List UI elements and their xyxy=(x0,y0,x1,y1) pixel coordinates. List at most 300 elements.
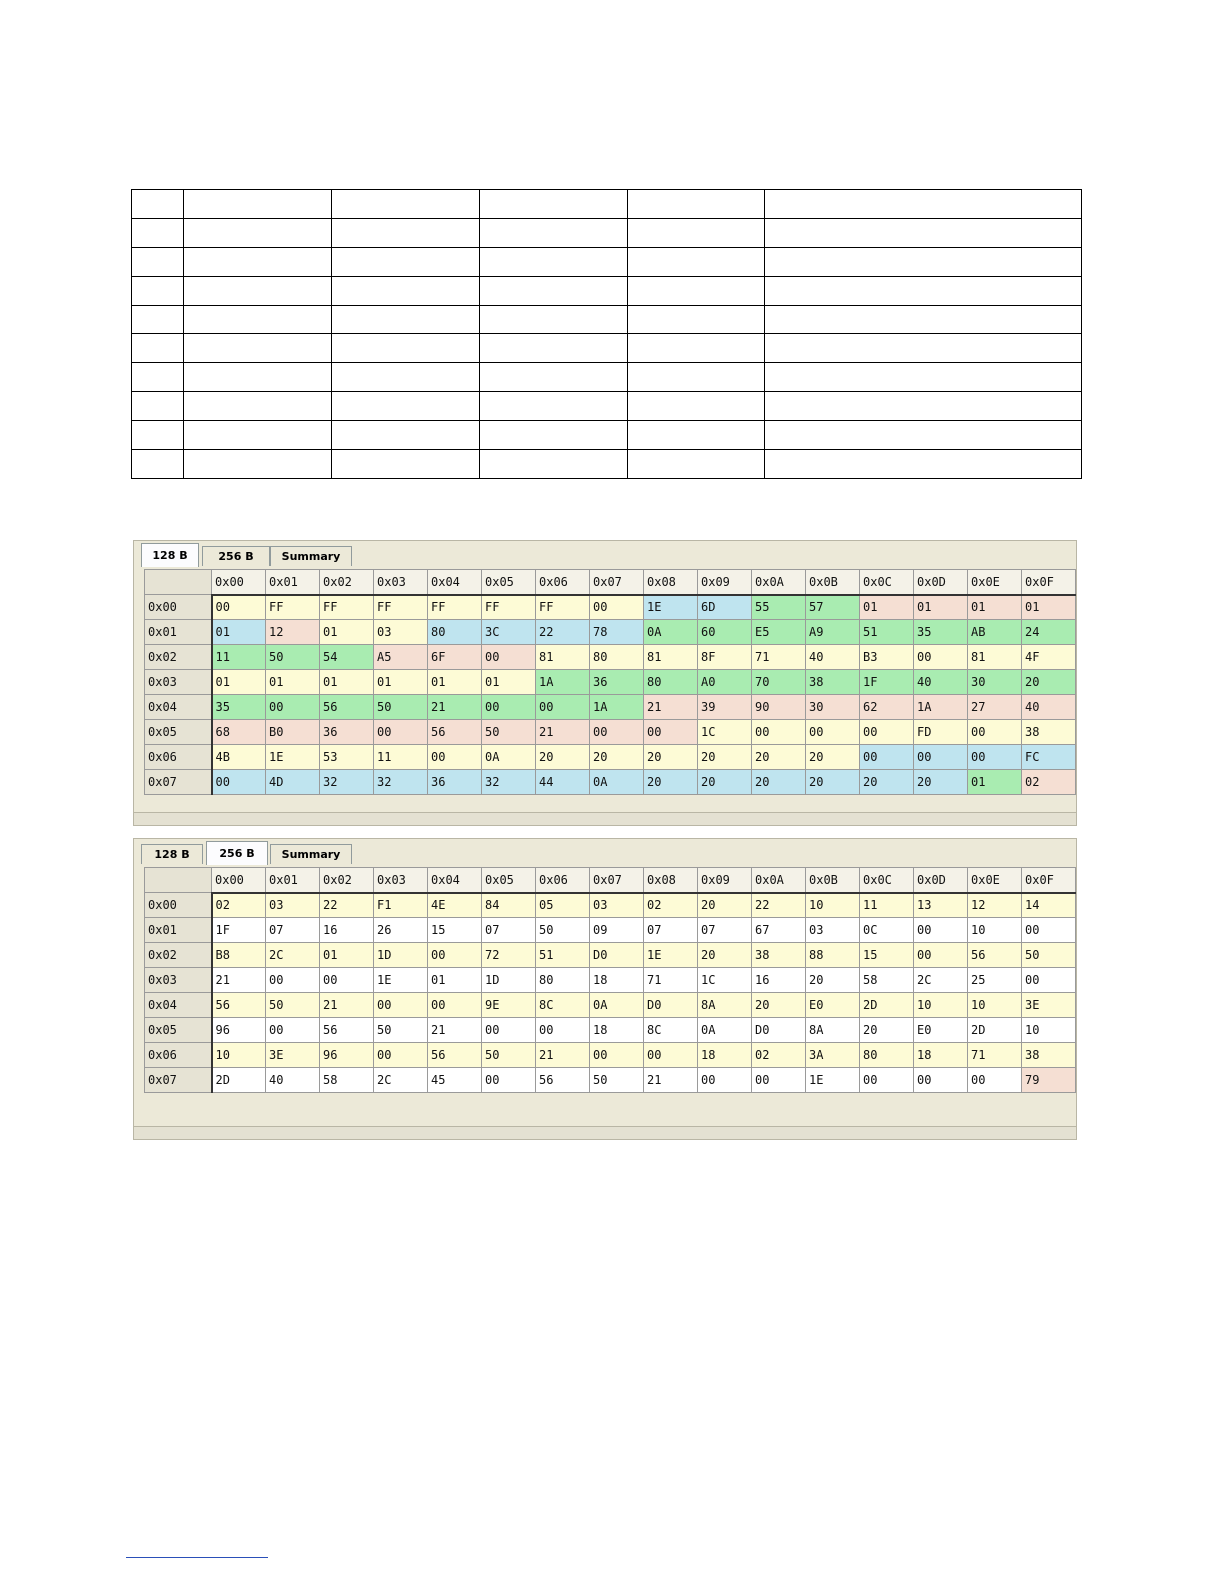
column-header[interactable]: 0x03 xyxy=(374,868,428,893)
row-header[interactable]: 0x02 xyxy=(145,943,212,968)
hex-cell[interactable]: 22 xyxy=(320,893,374,918)
hex-cell[interactable]: 58 xyxy=(320,1068,374,1093)
hex-cell[interactable]: 90 xyxy=(752,695,806,720)
hex-cell[interactable]: 20 xyxy=(860,770,914,795)
hex-cell[interactable]: 26 xyxy=(374,918,428,943)
hex-cell[interactable]: 79 xyxy=(1022,1068,1076,1093)
hex-cell[interactable]: B8 xyxy=(212,943,266,968)
column-header[interactable]: 0x04 xyxy=(428,570,482,595)
hex-cell[interactable]: 56 xyxy=(428,720,482,745)
hex-cell[interactable]: 20 xyxy=(806,770,860,795)
hex-cell[interactable]: D0 xyxy=(752,1018,806,1043)
hex-cell[interactable]: 10 xyxy=(968,993,1022,1018)
hex-cell[interactable]: 80 xyxy=(644,670,698,695)
column-header[interactable]: 0x03 xyxy=(374,570,428,595)
hex-cell[interactable]: 05 xyxy=(536,893,590,918)
hex-cell[interactable]: 80 xyxy=(536,968,590,993)
hex-cell[interactable]: 07 xyxy=(644,918,698,943)
row-header[interactable]: 0x07 xyxy=(145,1068,212,1093)
column-header[interactable]: 0x08 xyxy=(644,570,698,595)
hex-cell[interactable]: 20 xyxy=(752,770,806,795)
hex-cell[interactable]: 1D xyxy=(482,968,536,993)
hex-cell[interactable]: 21 xyxy=(428,695,482,720)
column-header[interactable]: 0x07 xyxy=(590,868,644,893)
hex-cell[interactable]: 0A xyxy=(590,993,644,1018)
hex-cell[interactable]: 0A xyxy=(482,745,536,770)
hex-cell[interactable]: 03 xyxy=(266,893,320,918)
hex-cell[interactable]: 67 xyxy=(752,918,806,943)
hex-cell[interactable]: AB xyxy=(968,620,1022,645)
hex-cell[interactable]: 96 xyxy=(320,1043,374,1068)
hex-cell[interactable]: 00 xyxy=(914,1068,968,1093)
hex-cell[interactable]: 39 xyxy=(698,695,752,720)
hex-cell[interactable]: 56 xyxy=(968,943,1022,968)
hex-cell[interactable]: 00 xyxy=(266,1018,320,1043)
row-header[interactable]: 0x07 xyxy=(145,770,212,795)
hex-cell[interactable]: 1A xyxy=(536,670,590,695)
hex-cell[interactable]: 50 xyxy=(374,695,428,720)
hex-cell[interactable]: 13 xyxy=(914,893,968,918)
hex-cell[interactable]: D0 xyxy=(590,943,644,968)
column-header[interactable]: 0x0F xyxy=(1022,868,1076,893)
hex-cell[interactable]: 00 xyxy=(266,968,320,993)
hex-cell[interactable]: 01 xyxy=(968,770,1022,795)
hex-cell[interactable]: 00 xyxy=(482,645,536,670)
hex-cell[interactable]: 3E xyxy=(1022,993,1076,1018)
hex-cell[interactable]: 11 xyxy=(212,645,266,670)
column-header[interactable]: 0x06 xyxy=(536,570,590,595)
hex-cell[interactable]: 50 xyxy=(1022,943,1076,968)
hex-cell[interactable]: 01 xyxy=(914,595,968,620)
row-header[interactable]: 0x06 xyxy=(145,1043,212,1068)
hex-cell[interactable]: 40 xyxy=(266,1068,320,1093)
hex-cell[interactable]: 00 xyxy=(374,720,428,745)
hex-cell[interactable]: 20 xyxy=(806,968,860,993)
hex-cell[interactable]: 20 xyxy=(698,943,752,968)
hex-cell[interactable]: 54 xyxy=(320,645,374,670)
column-header[interactable]: 0x0B xyxy=(806,868,860,893)
hex-cell[interactable]: 81 xyxy=(644,645,698,670)
hex-cell[interactable]: 0C xyxy=(860,918,914,943)
hex-cell[interactable]: 02 xyxy=(1022,770,1076,795)
hex-cell[interactable]: 1A xyxy=(590,695,644,720)
hex-cell[interactable]: 32 xyxy=(482,770,536,795)
hex-cell[interactable]: A9 xyxy=(806,620,860,645)
column-header[interactable]: 0x0D xyxy=(914,868,968,893)
hex-cell[interactable]: 38 xyxy=(752,943,806,968)
hex-cell[interactable]: 01 xyxy=(968,595,1022,620)
hex-cell[interactable]: 2C xyxy=(374,1068,428,1093)
hex-cell[interactable]: 20 xyxy=(806,745,860,770)
hex-cell[interactable]: 00 xyxy=(968,720,1022,745)
hex-cell[interactable]: 07 xyxy=(482,918,536,943)
hex-cell[interactable]: 1A xyxy=(914,695,968,720)
hex-cell[interactable]: 68 xyxy=(212,720,266,745)
hex-cell[interactable]: 70 xyxy=(752,670,806,695)
row-header[interactable]: 0x04 xyxy=(145,993,212,1018)
hex-cell[interactable]: 1E xyxy=(374,968,428,993)
hex-cell[interactable]: 40 xyxy=(806,645,860,670)
hex-cell[interactable]: 38 xyxy=(1022,720,1076,745)
hex-cell[interactable]: 0A xyxy=(698,1018,752,1043)
column-header[interactable]: 0x0C xyxy=(860,868,914,893)
hex-cell[interactable]: 12 xyxy=(266,620,320,645)
hex-cell[interactable]: 20 xyxy=(644,770,698,795)
hex-cell[interactable]: 56 xyxy=(320,695,374,720)
hex-cell[interactable]: 10 xyxy=(968,918,1022,943)
hex-cell[interactable]: 4B xyxy=(212,745,266,770)
hex-cell[interactable]: 00 xyxy=(482,1018,536,1043)
hex-cell[interactable]: 01 xyxy=(1022,595,1076,620)
hex-cell[interactable]: 11 xyxy=(860,893,914,918)
hex-cell[interactable]: 10 xyxy=(1022,1018,1076,1043)
hex-cell[interactable]: 18 xyxy=(698,1043,752,1068)
hex-cell[interactable]: E0 xyxy=(806,993,860,1018)
hex-cell[interactable]: 35 xyxy=(914,620,968,645)
hex-cell[interactable]: 8A xyxy=(806,1018,860,1043)
hex-cell[interactable]: 20 xyxy=(590,745,644,770)
hex-cell[interactable]: 01 xyxy=(860,595,914,620)
hex-cell[interactable]: 36 xyxy=(428,770,482,795)
column-header[interactable]: 0x05 xyxy=(482,868,536,893)
hex-cell[interactable]: 21 xyxy=(536,1043,590,1068)
hex-cell[interactable]: 2D xyxy=(968,1018,1022,1043)
row-header[interactable]: 0x05 xyxy=(145,720,212,745)
hex-cell[interactable]: 03 xyxy=(374,620,428,645)
hex-cell[interactable]: 00 xyxy=(644,1043,698,1068)
hex-cell[interactable]: 36 xyxy=(590,670,644,695)
column-header[interactable]: 0x01 xyxy=(266,868,320,893)
hex-cell[interactable]: 71 xyxy=(644,968,698,993)
hex-cell[interactable]: 10 xyxy=(806,893,860,918)
tab-summary[interactable]: Summary xyxy=(270,546,352,566)
hex-cell[interactable]: 00 xyxy=(644,720,698,745)
column-header[interactable]: 0x09 xyxy=(698,868,752,893)
hex-cell[interactable]: 00 xyxy=(212,770,266,795)
hex-cell[interactable]: 01 xyxy=(374,670,428,695)
hex-cell[interactable]: 00 xyxy=(536,695,590,720)
hex-cell[interactable]: 15 xyxy=(860,943,914,968)
hex-cell[interactable]: 00 xyxy=(536,1018,590,1043)
hex-cell[interactable]: 21 xyxy=(644,1068,698,1093)
hex-cell[interactable]: 21 xyxy=(428,1018,482,1043)
hex-cell[interactable]: 18 xyxy=(590,1018,644,1043)
hex-cell[interactable]: 02 xyxy=(752,1043,806,1068)
hex-cell[interactable]: 11 xyxy=(374,745,428,770)
tab-128b[interactable]: 128 B xyxy=(141,543,199,567)
hex-cell[interactable]: 56 xyxy=(428,1043,482,1068)
hex-cell[interactable]: 00 xyxy=(914,745,968,770)
hex-cell[interactable]: 8F xyxy=(698,645,752,670)
hex-cell[interactable]: D0 xyxy=(644,993,698,1018)
hex-cell[interactable]: 20 xyxy=(536,745,590,770)
hex-cell[interactable]: 25 xyxy=(968,968,1022,993)
tab-128b[interactable]: 128 B xyxy=(141,844,203,864)
column-header[interactable]: 0x0E xyxy=(968,868,1022,893)
hex-cell[interactable]: 1C xyxy=(698,720,752,745)
hex-cell[interactable]: 02 xyxy=(644,893,698,918)
hex-cell[interactable]: 2C xyxy=(914,968,968,993)
hex-cell[interactable]: 16 xyxy=(752,968,806,993)
hex-cell[interactable]: 9E xyxy=(482,993,536,1018)
hex-cell[interactable]: 16 xyxy=(320,918,374,943)
hex-cell[interactable]: 22 xyxy=(536,620,590,645)
hex-cell[interactable]: A5 xyxy=(374,645,428,670)
hex-cell[interactable]: 4D xyxy=(266,770,320,795)
hex-cell[interactable]: 55 xyxy=(752,595,806,620)
hex-cell[interactable]: 01 xyxy=(320,670,374,695)
hex-cell[interactable]: 00 xyxy=(860,745,914,770)
hex-cell[interactable]: 20 xyxy=(698,745,752,770)
hex-cell[interactable]: 20 xyxy=(860,1018,914,1043)
column-header[interactable]: 0x0A xyxy=(752,868,806,893)
hex-cell[interactable]: 00 xyxy=(428,993,482,1018)
hex-cell[interactable]: 27 xyxy=(968,695,1022,720)
hex-cell[interactable]: B3 xyxy=(860,645,914,670)
hex-cell[interactable]: 01 xyxy=(320,620,374,645)
hex-cell[interactable]: 00 xyxy=(212,595,266,620)
hex-cell[interactable]: E0 xyxy=(914,1018,968,1043)
hex-cell[interactable]: 00 xyxy=(374,1043,428,1068)
row-header[interactable]: 0x04 xyxy=(145,695,212,720)
hex-cell[interactable]: 4F xyxy=(1022,645,1076,670)
row-header[interactable]: 0x01 xyxy=(145,918,212,943)
hex-cell[interactable]: 45 xyxy=(428,1068,482,1093)
column-header[interactable]: 0x02 xyxy=(320,868,374,893)
hex-cell[interactable]: 07 xyxy=(698,918,752,943)
hex-cell[interactable]: 07 xyxy=(266,918,320,943)
hex-cell[interactable]: 20 xyxy=(698,770,752,795)
hex-cell[interactable]: 56 xyxy=(536,1068,590,1093)
column-header[interactable]: 0x05 xyxy=(482,570,536,595)
hex-cell[interactable]: 01 xyxy=(428,670,482,695)
hex-cell[interactable]: 10 xyxy=(914,993,968,1018)
hex-cell[interactable]: 01 xyxy=(212,670,266,695)
hex-cell[interactable]: 20 xyxy=(752,745,806,770)
hex-cell[interactable]: 00 xyxy=(374,993,428,1018)
column-header[interactable]: 0x0C xyxy=(860,570,914,595)
hex-cell[interactable]: 21 xyxy=(212,968,266,993)
hex-cell[interactable]: 20 xyxy=(698,893,752,918)
hex-cell[interactable]: 01 xyxy=(482,670,536,695)
row-header[interactable]: 0x03 xyxy=(145,968,212,993)
column-header[interactable]: 0x07 xyxy=(590,570,644,595)
hex-cell[interactable]: 71 xyxy=(968,1043,1022,1068)
column-header[interactable]: 0x0B xyxy=(806,570,860,595)
hex-cell[interactable]: 62 xyxy=(860,695,914,720)
hex-cell[interactable]: 81 xyxy=(536,645,590,670)
hex-cell[interactable]: 4E xyxy=(428,893,482,918)
hex-cell[interactable]: 0A xyxy=(644,620,698,645)
hex-cell[interactable]: 00 xyxy=(320,968,374,993)
hex-cell[interactable]: 50 xyxy=(266,993,320,1018)
hex-cell[interactable]: 2D xyxy=(860,993,914,1018)
hex-cell[interactable]: 8C xyxy=(536,993,590,1018)
hex-cell[interactable]: 6D xyxy=(698,595,752,620)
hex-cell[interactable]: 38 xyxy=(806,670,860,695)
hex-cell[interactable]: 44 xyxy=(536,770,590,795)
hex-cell[interactable]: 00 xyxy=(914,645,968,670)
hex-cell[interactable]: 21 xyxy=(536,720,590,745)
hex-cell[interactable]: A0 xyxy=(698,670,752,695)
hex-cell[interactable]: 32 xyxy=(374,770,428,795)
hex-cell[interactable]: 30 xyxy=(968,670,1022,695)
hex-cell[interactable]: 14 xyxy=(1022,893,1076,918)
hex-cell[interactable]: 00 xyxy=(860,1068,914,1093)
hex-cell[interactable]: 50 xyxy=(482,720,536,745)
hex-cell[interactable]: 00 xyxy=(968,745,1022,770)
column-header[interactable]: 0x0A xyxy=(752,570,806,595)
hex-cell[interactable]: 21 xyxy=(320,993,374,1018)
hex-cell[interactable]: 18 xyxy=(590,968,644,993)
hex-cell[interactable]: 21 xyxy=(644,695,698,720)
hex-cell[interactable]: 80 xyxy=(590,645,644,670)
row-header[interactable]: 0x00 xyxy=(145,595,212,620)
hex-cell[interactable]: 2C xyxy=(266,943,320,968)
hex-cell[interactable]: 12 xyxy=(968,893,1022,918)
column-header[interactable]: 0x00 xyxy=(212,868,266,893)
column-header[interactable]: 0x09 xyxy=(698,570,752,595)
column-header[interactable]: 0x01 xyxy=(266,570,320,595)
hex-cell[interactable]: 01 xyxy=(266,670,320,695)
hex-cell[interactable]: 53 xyxy=(320,745,374,770)
hex-cell[interactable]: 1E xyxy=(806,1068,860,1093)
hex-cell[interactable]: 00 xyxy=(482,1068,536,1093)
hex-cell[interactable]: 81 xyxy=(968,645,1022,670)
hex-cell[interactable]: 1E xyxy=(644,943,698,968)
column-header[interactable]: 0x06 xyxy=(536,868,590,893)
hex-cell[interactable]: 78 xyxy=(590,620,644,645)
hex-cell[interactable]: 20 xyxy=(752,993,806,1018)
hex-cell[interactable]: 50 xyxy=(590,1068,644,1093)
hex-cell[interactable]: 00 xyxy=(968,1068,1022,1093)
hex-cell[interactable]: 00 xyxy=(752,720,806,745)
hex-cell[interactable]: 00 xyxy=(914,918,968,943)
hex-cell[interactable]: 8A xyxy=(698,993,752,1018)
hex-cell[interactable]: 57 xyxy=(806,595,860,620)
hex-cell[interactable]: 1F xyxy=(212,918,266,943)
hex-cell[interactable]: 6F xyxy=(428,645,482,670)
hex-cell[interactable]: 20 xyxy=(1022,670,1076,695)
hex-cell[interactable]: 84 xyxy=(482,893,536,918)
hex-cell[interactable]: 32 xyxy=(320,770,374,795)
hex-cell[interactable]: 40 xyxy=(1022,695,1076,720)
row-header[interactable]: 0x03 xyxy=(145,670,212,695)
hex-cell[interactable]: 8C xyxy=(644,1018,698,1043)
hex-cell[interactable]: 10 xyxy=(212,1043,266,1068)
hex-cell[interactable]: 00 xyxy=(266,695,320,720)
row-header[interactable]: 0x00 xyxy=(145,893,212,918)
hex-cell[interactable]: 09 xyxy=(590,918,644,943)
hex-cell[interactable]: B0 xyxy=(266,720,320,745)
hex-cell[interactable]: 02 xyxy=(212,893,266,918)
hex-cell[interactable]: 00 xyxy=(1022,968,1076,993)
hex-cell[interactable]: FC xyxy=(1022,745,1076,770)
hex-cell[interactable]: 22 xyxy=(752,893,806,918)
hex-cell[interactable]: 00 xyxy=(1022,918,1076,943)
column-header[interactable]: 0x0E xyxy=(968,570,1022,595)
hex-cell[interactable]: FF xyxy=(536,595,590,620)
hex-cell[interactable]: 01 xyxy=(212,620,266,645)
hex-cell[interactable]: 30 xyxy=(806,695,860,720)
row-header[interactable]: 0x05 xyxy=(145,1018,212,1043)
hex-cell[interactable]: 88 xyxy=(806,943,860,968)
hex-cell[interactable]: 1E xyxy=(644,595,698,620)
hex-cell[interactable]: 24 xyxy=(1022,620,1076,645)
horizontal-scrollbar[interactable] xyxy=(134,812,1076,825)
column-header[interactable]: 0x00 xyxy=(212,570,266,595)
hex-cell[interactable]: 00 xyxy=(590,1043,644,1068)
hex-cell[interactable]: 80 xyxy=(428,620,482,645)
column-header[interactable]: 0x0D xyxy=(914,570,968,595)
hex-cell[interactable]: 2D xyxy=(212,1068,266,1093)
hex-cell[interactable]: FF xyxy=(320,595,374,620)
hex-cell[interactable]: FF xyxy=(266,595,320,620)
tab-summary[interactable]: Summary xyxy=(270,844,352,864)
hex-cell[interactable]: 00 xyxy=(698,1068,752,1093)
hex-cell[interactable]: 1D xyxy=(374,943,428,968)
hex-cell[interactable]: 50 xyxy=(374,1018,428,1043)
hex-cell[interactable]: 36 xyxy=(320,720,374,745)
hex-cell[interactable]: 00 xyxy=(482,695,536,720)
hex-cell[interactable]: 03 xyxy=(806,918,860,943)
hex-cell[interactable]: 20 xyxy=(644,745,698,770)
hex-cell[interactable]: E5 xyxy=(752,620,806,645)
hex-cell[interactable]: FF xyxy=(428,595,482,620)
tab-256b[interactable]: 256 B xyxy=(206,841,268,865)
hex-cell[interactable]: 20 xyxy=(914,770,968,795)
hex-cell[interactable]: 00 xyxy=(428,745,482,770)
hex-cell[interactable]: 40 xyxy=(914,670,968,695)
hex-cell[interactable]: 3A xyxy=(806,1043,860,1068)
horizontal-scrollbar[interactable] xyxy=(134,1126,1076,1139)
column-header[interactable]: 0x02 xyxy=(320,570,374,595)
hex-cell[interactable]: 56 xyxy=(212,993,266,1018)
row-header[interactable]: 0x06 xyxy=(145,745,212,770)
hex-cell[interactable]: 3C xyxy=(482,620,536,645)
row-header[interactable]: 0x02 xyxy=(145,645,212,670)
hex-cell[interactable]: 03 xyxy=(590,893,644,918)
hex-cell[interactable]: 38 xyxy=(1022,1043,1076,1068)
hex-cell[interactable]: 1C xyxy=(698,968,752,993)
hex-cell[interactable]: 01 xyxy=(428,968,482,993)
hex-cell[interactable]: 71 xyxy=(752,645,806,670)
hex-cell[interactable]: 00 xyxy=(428,943,482,968)
hex-cell[interactable]: 00 xyxy=(590,720,644,745)
hex-cell[interactable]: 58 xyxy=(860,968,914,993)
hex-cell[interactable]: 1E xyxy=(266,745,320,770)
hex-cell[interactable]: 80 xyxy=(860,1043,914,1068)
column-header[interactable]: 0x08 xyxy=(644,868,698,893)
column-header[interactable]: 0x04 xyxy=(428,868,482,893)
hex-cell[interactable]: 00 xyxy=(752,1068,806,1093)
hex-cell[interactable]: 50 xyxy=(266,645,320,670)
hex-cell[interactable]: 00 xyxy=(914,943,968,968)
hex-cell[interactable]: 3E xyxy=(266,1043,320,1068)
hex-cell[interactable]: 00 xyxy=(860,720,914,745)
hex-cell[interactable]: 01 xyxy=(320,943,374,968)
hex-cell[interactable]: 1F xyxy=(860,670,914,695)
hex-cell[interactable]: FD xyxy=(914,720,968,745)
hex-cell[interactable]: 00 xyxy=(806,720,860,745)
hex-cell[interactable]: FF xyxy=(374,595,428,620)
hex-cell[interactable]: 51 xyxy=(860,620,914,645)
hex-cell[interactable]: 60 xyxy=(698,620,752,645)
hex-cell[interactable]: 50 xyxy=(536,918,590,943)
hex-cell[interactable]: 35 xyxy=(212,695,266,720)
hex-cell[interactable]: 56 xyxy=(320,1018,374,1043)
hex-cell[interactable]: 18 xyxy=(914,1043,968,1068)
